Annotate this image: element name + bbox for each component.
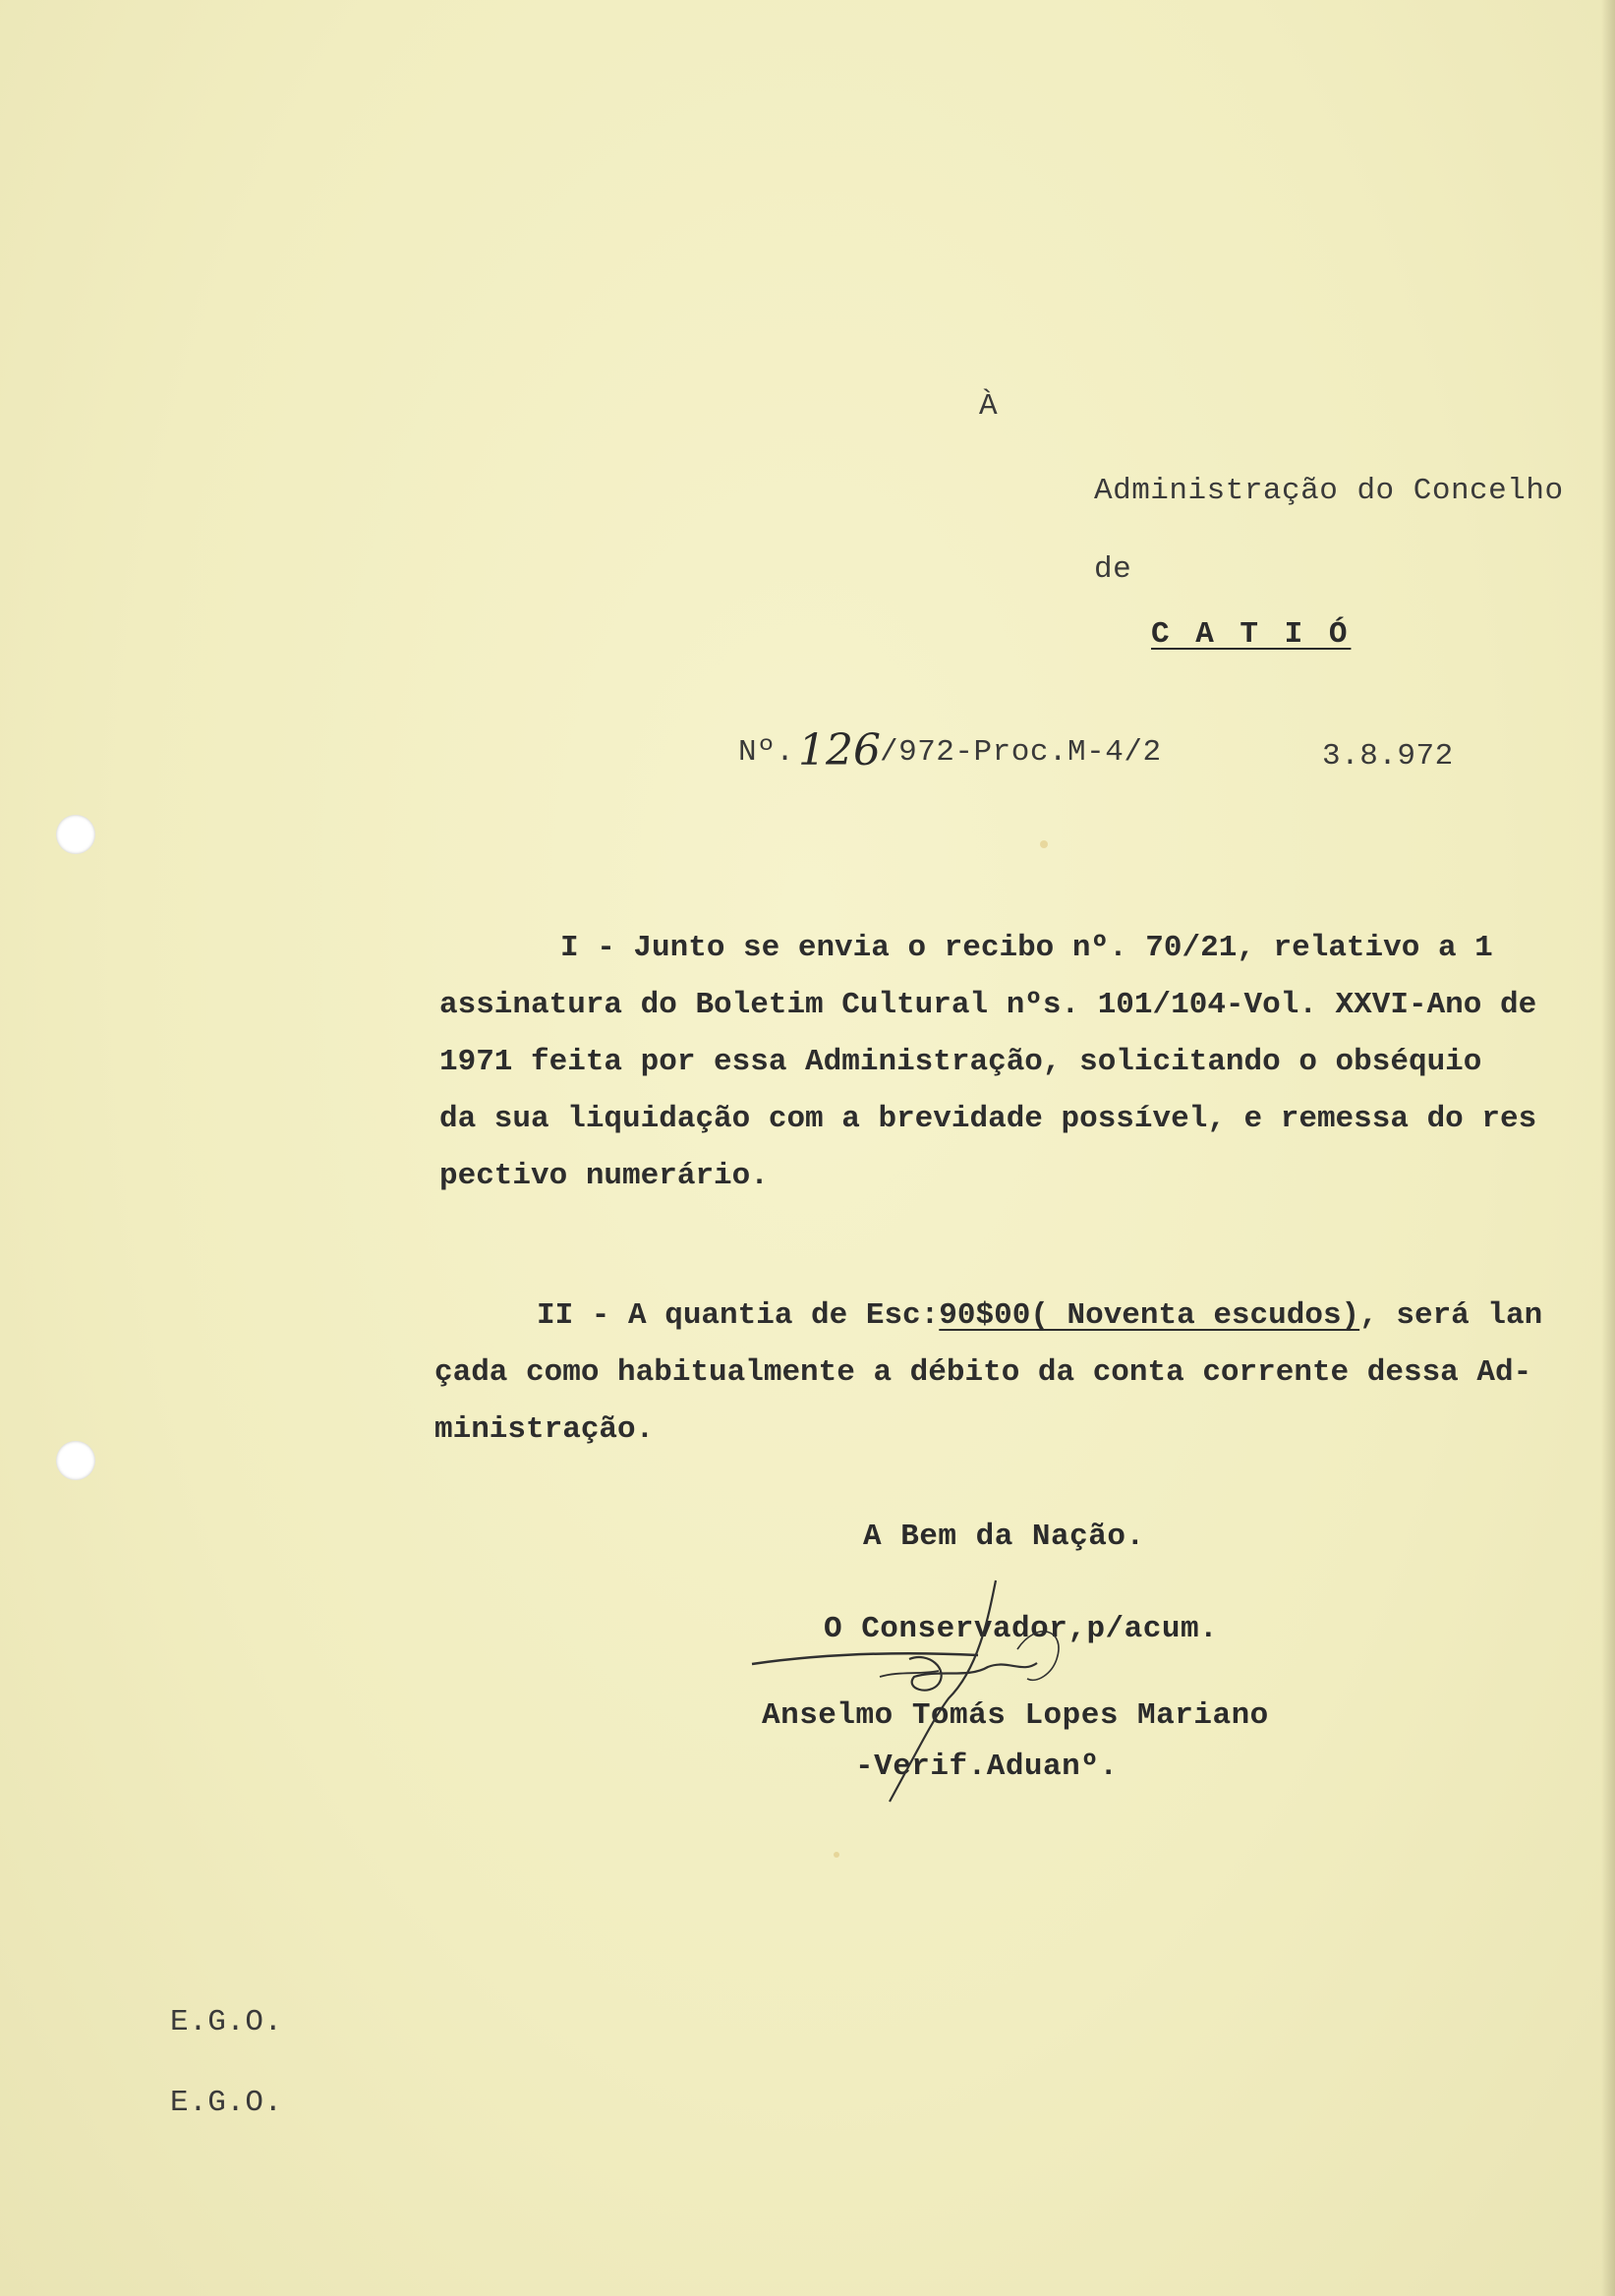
closing-role: O Conservador,p/acum. bbox=[824, 1612, 1219, 1646]
closing-name: Anselmo Tomás Lopes Mariano bbox=[762, 1698, 1269, 1733]
punch-hole-bottom bbox=[56, 1441, 95, 1480]
reference-handwritten-number: 126 bbox=[798, 725, 881, 775]
paragraph-2-start: II - A quantia de Esc: bbox=[537, 1298, 940, 1333]
signature-scribble bbox=[742, 1561, 1096, 1816]
paragraph-1-line: I - Junto se envia o recibo nº. 70/21, relativo a 1 bbox=[560, 931, 1493, 965]
recipient-place: C A T I Ó bbox=[1151, 617, 1352, 652]
recipient-prefix: À bbox=[979, 389, 999, 424]
paragraph-1 bbox=[439, 920, 1536, 1205]
paragraph-2-line: çada como habitualmente a débito da conta corrente dessa Ad- bbox=[434, 1355, 1532, 1390]
page-edge-shadow bbox=[1601, 0, 1615, 2296]
reference-prefix: Nº. bbox=[738, 735, 795, 770]
footer-line: E.G.O. bbox=[170, 2086, 283, 2120]
recipient-line: Administração do Concelho bbox=[1094, 474, 1564, 508]
paragraph-2-amount: 90$00( Noventa escudos) bbox=[939, 1298, 1360, 1333]
paper-stain bbox=[1040, 840, 1048, 848]
paragraph-2-end: , será lan bbox=[1359, 1298, 1543, 1333]
paragraph-1-line: assinatura do Boletim Cultural nºs. 101/104-Vol. XXVI-Ano de bbox=[439, 988, 1537, 1022]
paragraph-2-line: ministração. bbox=[434, 1412, 655, 1447]
paragraph-1-line: da sua liquidação com a brevidade possível, e remessa do res bbox=[439, 1102, 1537, 1136]
paragraph-1-line: pectivo numerário. bbox=[439, 1159, 769, 1193]
paper-stain bbox=[834, 1852, 839, 1858]
closing-salutation: A Bem da Nação. bbox=[863, 1520, 1145, 1554]
reference-suffix: /972-Proc.M-4/2 bbox=[880, 735, 1162, 770]
punch-hole-top bbox=[56, 815, 95, 854]
paragraph-1-line: 1971 feita por essa Administração, solicitando o obséquio bbox=[439, 1045, 1482, 1079]
closing-title: -Verif.Aduanº. bbox=[855, 1750, 1119, 1784]
recipient-de: de bbox=[1094, 552, 1132, 587]
paragraph-2 bbox=[434, 1288, 1542, 1459]
footer-line: E.G.O. bbox=[170, 2005, 283, 2039]
paragraph-2-line bbox=[434, 1288, 1542, 1345]
reference-date: 3.8.972 bbox=[1322, 739, 1454, 774]
